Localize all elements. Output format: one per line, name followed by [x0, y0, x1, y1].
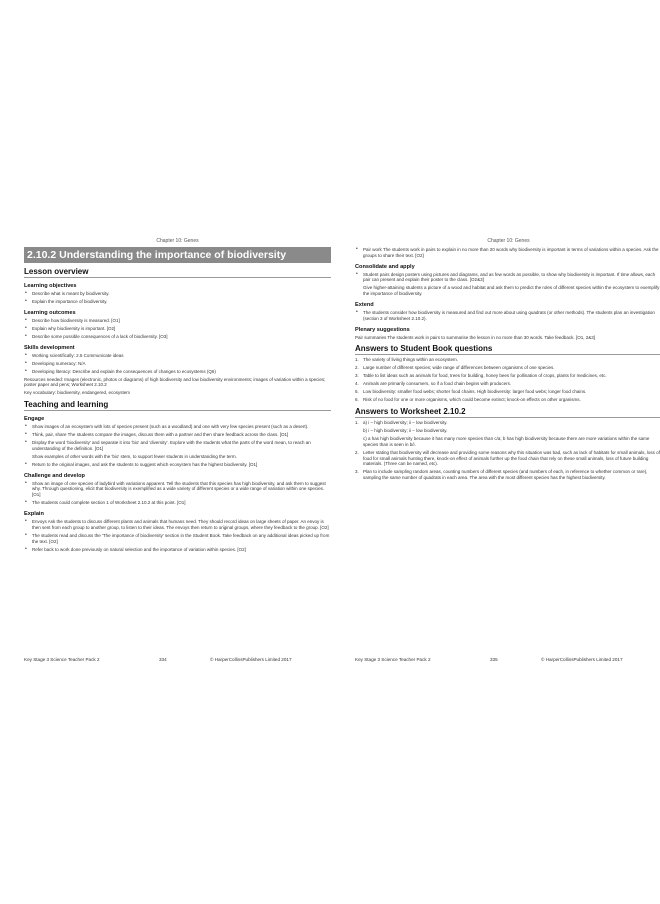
list-item: • Developing numeracy: N/A [24, 361, 331, 367]
resources-needed: Resources needed: Images (electronic, photos or diagrams) of high biodiversity and low biodiversity environments; images of variation within a species; poster paper and pens; Worksheet 2.10.2 [24, 376, 326, 388]
list-item: • Envoys Ask the students to discuss different plants and animals that humans need. They should record ideas on large sheets of paper. An envoy is then sent from each group to another group, to listen to their ideas. The envoys then return to original groups, where they feedback to the group. [O2] [24, 519, 331, 531]
answer-number: 3. [355, 373, 359, 379]
engage-note: Show examples of other words with the 'bio' stem, to support fewer students in understanding the term. [32, 453, 237, 459]
challenge-heading: Challenge and develop [24, 472, 85, 479]
engage-heading: Engage [24, 416, 45, 423]
list-item: • Refer back to work done previously on natural selection and the importance of variation within species. [O2] [24, 547, 331, 553]
answer-item [355, 420, 660, 426]
list-item: • Describe how biodiversity is measured. [O1] [24, 318, 331, 324]
teaching-learning-heading: Teaching and learning [24, 400, 331, 411]
answer-text: Plan to include sampling random areas, counting numbers of different species (and numbers of each, in reference to whether common or rare), sampling the same number of quadrats in each area. The area with the most different species has the highest biodiversity. [363, 469, 648, 481]
list-item: • Explain the importance of biodiversity. [24, 299, 331, 305]
footer-page-number: 334 [159, 657, 167, 662]
list-item: • Developing literacy: Describe and explain the consequences of changes to ecosystems (Q6) [24, 369, 331, 375]
extend-heading: Extend [355, 301, 374, 308]
answers-ws-heading: Answers to Worksheet 2.10.2 [355, 407, 660, 418]
learning-outcomes-heading: Learning outcomes [24, 309, 76, 316]
list-item: • Describe what is meant by biodiversity. [24, 291, 331, 297]
list-item: • Think, pair, share The students compare the images, discuss them with a partner and then share feedback across the class. [O1] [24, 432, 331, 438]
answer-text: Animals are primarily consumers, so if a food chain begins with producers. [363, 381, 512, 387]
answer-number: 1. [355, 420, 359, 426]
answer-item [355, 397, 660, 403]
answer-item [355, 450, 660, 467]
list-item: • Return to the original images, and ask the students to suggest which ecosystem has the highest biodiversity. [O1] [24, 462, 331, 468]
answer-number: 2. [355, 449, 359, 455]
list-item: • The students read and discuss the 'The importance of biodiversity' section in the Student Book. Take feedback on any additional ideas picked up from the text. [O2] [24, 533, 331, 545]
answer-text: c) a has high biodiversity because it has many more species than c/a; b has high biodiversity because there are more variations within the same species than is seen in b/i. [363, 436, 650, 447]
engage-list-2 [24, 462, 331, 468]
skills-heading: Skills development [24, 344, 75, 351]
footer-book-title: Key Stage 3 Science Teacher Pack 2 [24, 657, 100, 662]
explain-list [24, 519, 331, 552]
objectives-list [24, 291, 331, 305]
answer-number: 6. [355, 397, 359, 403]
answer-number: 4. [355, 381, 359, 387]
consolidate-heading: Consolidate and apply [355, 263, 415, 270]
chapter-header: Chapter 10: Genes [156, 238, 199, 244]
list-item: • The students consider how biodiversity is measured and find out more about using quadrats (or other methods). The students plan an investigation (section 3 of Worksheet 2.10.2). [355, 310, 660, 322]
footer-book-title: Key Stage 3 Science Teacher Pack 2 [355, 657, 431, 662]
plenary-text: Pair summaries The students work in pairs to summarise the lesson in no more than 30 words. Take feedback. [O1, 2&3] [355, 334, 595, 340]
consolidate-list [355, 272, 660, 284]
right-page [355, 238, 660, 672]
list-item: • The students could complete section 1 of Worksheet 2.10.2 at this point. [O1] [24, 500, 331, 506]
learning-objectives-heading: Learning objectives [24, 283, 77, 289]
answer-text: b) i – high biodiversity; ii – low biodiversity. [363, 428, 448, 434]
answer-text: Letter stating that biodiversity will decrease and providing some reasons why this situation was bad, such as lack of habitats for small animals, loss of food for small animals hunting there, knock-on effect of animals further up the food chain that rely on these small animals, loss of future building materials. (Three can be named, etc). [363, 449, 660, 467]
outcomes-list [24, 318, 331, 340]
answer-item [355, 357, 660, 363]
answer-item [355, 373, 660, 379]
explain-heading: Explain [24, 510, 44, 517]
answer-text: The variety of living things within an ecosystem. [363, 357, 459, 363]
list-item: • Pair work The students work in pairs to explain in no more than 20 words why biodiversity is important in terms of variations within a species. Ask the groups to share their text. [O2] [355, 247, 660, 259]
key-vocabulary: Key vocabulary: biodiversity, endangered, ecosystem [24, 390, 130, 396]
challenge-list [24, 481, 331, 506]
plenary-heading: Plenary suggestions [355, 326, 410, 333]
list-item: • Display the word 'biodiversity' and separate it into 'bio' and 'diversity'. Explore with the students what the parts of the word mean, to reach an understanding of the definition. [O1] [24, 440, 331, 452]
footer-copyright: © HarperCollinsPublishers Limited 2017 [541, 657, 623, 662]
footer-page-number: 335 [490, 657, 498, 662]
answers-sb-heading: Answers to Student Book questions [355, 344, 660, 355]
answer-number: 2. [355, 365, 359, 371]
list-item: • Describe some possible consequences of a lack of biodiversity. [O3] [24, 334, 331, 340]
answer-item [355, 381, 660, 387]
answer-item [355, 469, 660, 481]
chapter-header: Chapter 10: Genes [487, 238, 530, 244]
answer-text: Low biodiversity: smaller food webs; shorter food chains. High biodiversity: larger food webs; longer food chains. [363, 389, 587, 395]
answer-item [355, 436, 660, 448]
footer-copyright: © HarperCollinsPublishers Limited 2017 [210, 657, 292, 662]
answer-item [355, 389, 660, 395]
skills-list [24, 353, 331, 375]
answers-ws-list [355, 420, 660, 481]
answer-number: 3. [355, 469, 359, 475]
list-item: • Show an image of one species of ladybird with variations apparent. Tell the students that this species has high biodiversity, and ask them to suggest why. Through questioning, elicit that biodiversity is exemplified as a wide variety of different species or a wide range of variation within one species. [O1] [24, 481, 331, 498]
answer-number: 1. [355, 357, 359, 363]
list-item: • Explain why biodiversity is important. [O2] [24, 326, 331, 332]
answer-item [355, 365, 660, 371]
list-item: • Working scientifically: 2.5 Communicate ideas [24, 353, 331, 359]
left-page [24, 238, 331, 672]
answer-text: Risk of no food for one or more organisms, which could become extinct; knock-on effects on other organisms. [363, 397, 581, 403]
answers-sb-list [355, 357, 660, 403]
pair-work-list [355, 247, 660, 259]
answer-number: 5. [355, 389, 359, 395]
list-item: • Student pairs design posters using pictures and diagrams, and as few words as possible, to show why biodiversity is important. If time allows, each pair can present and explain their poster to the class. [O2&3] [355, 272, 660, 284]
extend-list [355, 310, 660, 322]
answer-text: Table to list ideas such as animals for food, trees for building, honey bees for pollination of crops, plants for medicines, etc. [363, 373, 607, 379]
engage-list [24, 424, 331, 452]
consolidate-note: Give higher-attaining students a picture of a wood and habitat and ask them to predict the roles of different species within the ecosystem to exemplify the importance of biodiversity. [363, 285, 660, 297]
lesson-title: 2.10.2 Understanding the importance of biodiversity [24, 247, 331, 263]
answer-text: Large number of different species; wide range of differences between organisms of one species. [363, 365, 555, 371]
answer-item [355, 428, 660, 434]
list-item: • Show images of an ecosystem with lots of species present (such as a woodland) and one with very few species present (such as a desert). [24, 424, 331, 430]
lesson-overview-heading: Lesson overview [24, 267, 331, 278]
answer-text: a) i – high biodiversity; ii – low biodiversity. [363, 420, 448, 426]
